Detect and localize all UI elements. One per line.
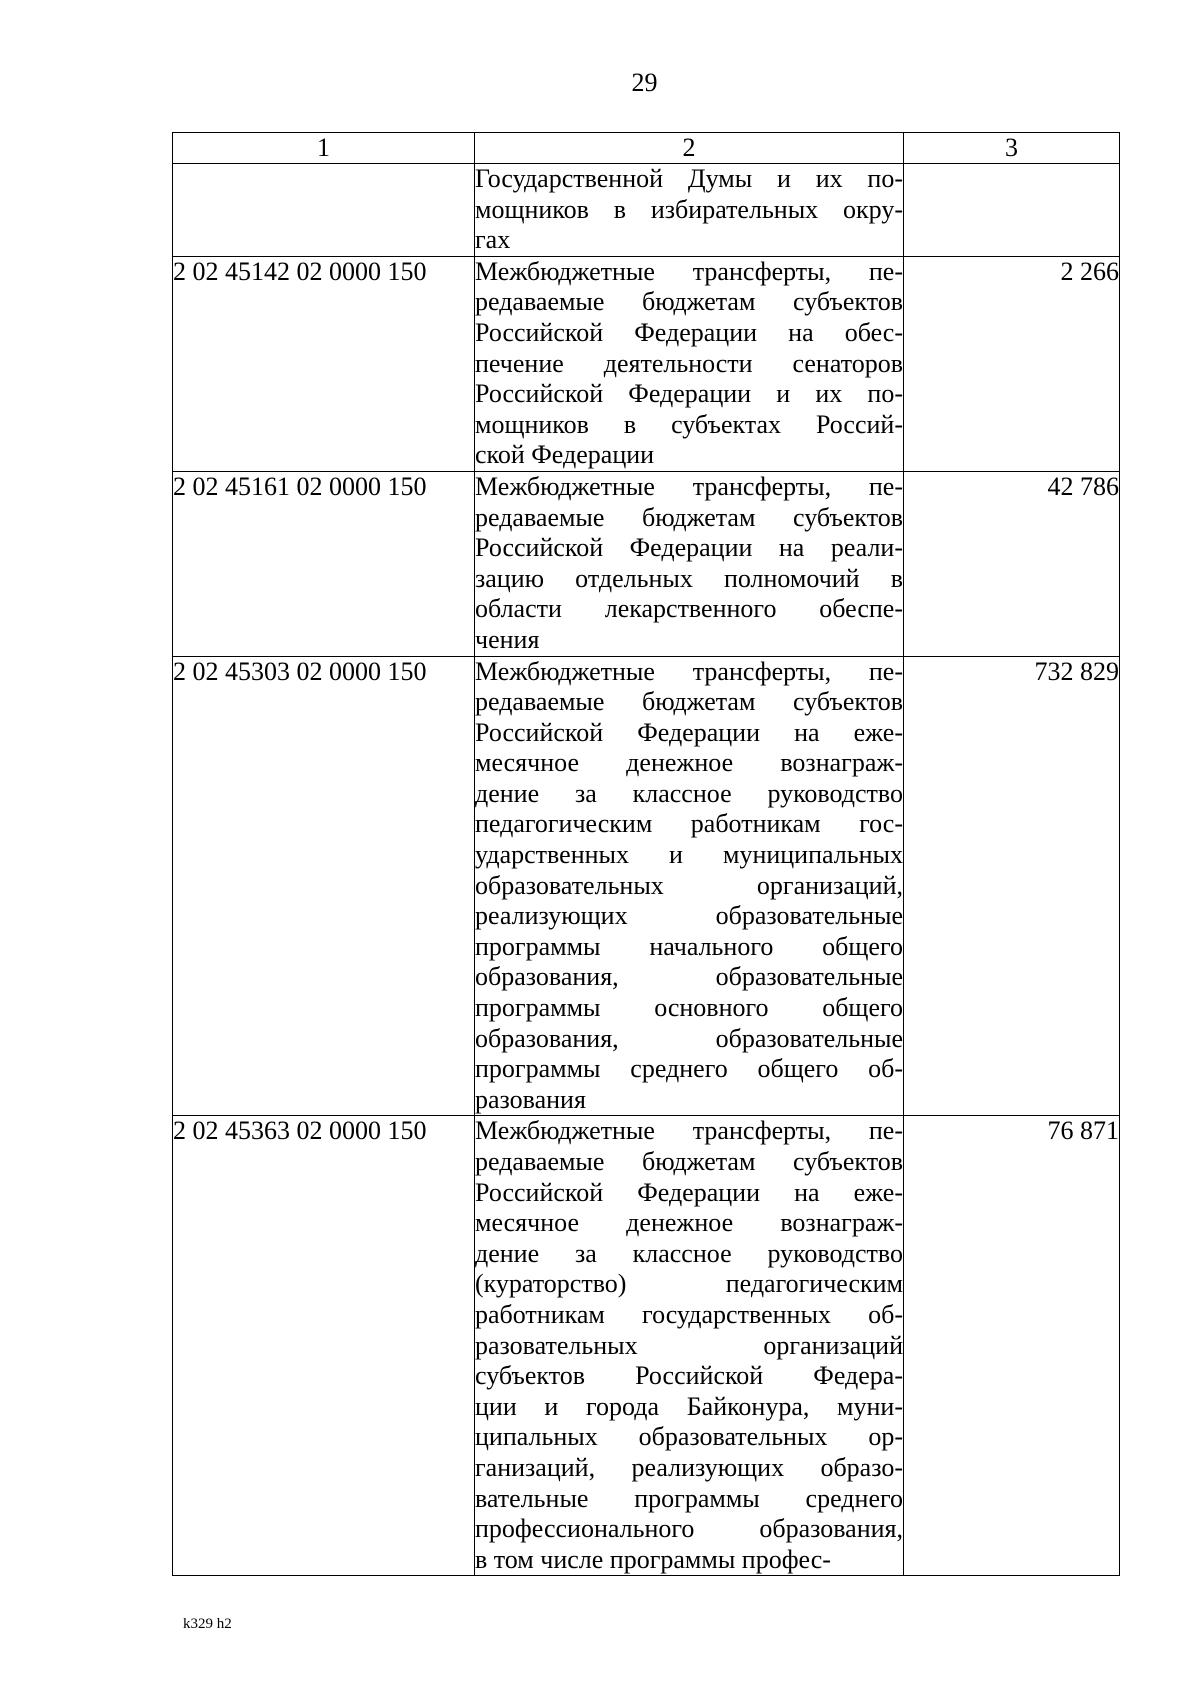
description-line: редаваемые бюджетам субъектов (475, 687, 903, 717)
table-row (173, 256, 1120, 471)
column-header-3: 3 (904, 133, 1120, 164)
description-line: Российской Федерации на еже- (475, 717, 903, 747)
description-line: (кураторство) педагогическим (475, 1269, 903, 1299)
table-row (173, 164, 1120, 257)
description-line: гах (475, 225, 511, 255)
description-cell (475, 164, 904, 257)
column-header-2: 2 (475, 133, 904, 164)
description-line: Межбюджетные трансферты, пе- (475, 656, 903, 686)
description-line: разовательных организаций (475, 1330, 903, 1360)
description-line: программы начального общего (475, 931, 903, 961)
table-row (173, 656, 1120, 1116)
description-line: месячное денежное вознаграж- (475, 1208, 903, 1238)
description-line: ции и города Байконура, муни- (475, 1391, 903, 1421)
table-row (173, 1116, 1120, 1576)
description-line: редаваемые бюджетам субъектов (475, 502, 903, 532)
column-header-1: 1 (173, 133, 475, 164)
description-cell (475, 1116, 904, 1576)
description-line: ской Федерации (475, 440, 655, 470)
description-line: зацию отдельных полномочий в (475, 563, 903, 593)
budget-code-cell (173, 164, 475, 257)
description-line: редаваемые бюджетам субъектов (475, 287, 903, 317)
description-line: программы основного общего (475, 993, 903, 1023)
description-cell (475, 471, 904, 656)
description-line: ударственных и муниципальных (475, 840, 903, 870)
description-line: профессионального образования, (475, 1514, 903, 1544)
description-line: Межбюджетные трансферты, пе- (475, 1116, 903, 1146)
budget-code-cell: 2 02 45142 02 0000 150 (173, 256, 475, 471)
amount-cell: 2 266 (904, 256, 1120, 471)
description-line: ганизаций, реализующих образо- (475, 1452, 903, 1482)
description-line: субъектов Российской Федера- (475, 1361, 903, 1391)
description-line: Российской Федерации и их по- (475, 379, 903, 409)
description-line: ципальных образовательных ор- (475, 1422, 903, 1452)
description-line: Российской Федерации на еже- (475, 1177, 903, 1207)
budget-table (172, 132, 1120, 1576)
description-line: Российской Федерации на обес- (475, 317, 903, 347)
description-line: редаваемые бюджетам субъектов (475, 1147, 903, 1176)
description-line: месячное денежное вознаграж- (475, 748, 903, 778)
description-line: Государственной Думы и их по- (475, 164, 903, 193)
description-line: области лекарственного обеспе- (475, 594, 903, 624)
description-line: дение за классное руководство (475, 778, 903, 808)
amount-cell (904, 164, 1120, 257)
description-line: педагогическим работникам гос- (475, 809, 903, 839)
description-line: мощников в избирательных окру- (475, 194, 903, 224)
budget-code-cell: 2 02 45161 02 0000 150 (173, 471, 475, 656)
description-line: вательные программы среднего (475, 1483, 903, 1513)
description-line: мощников в субъектах Россий- (475, 409, 903, 439)
description-line: образования, образовательные (475, 1023, 903, 1053)
page-number: 29 (631, 68, 658, 97)
description-line: дение за классное руководство (475, 1238, 903, 1268)
description-line: печение деятельности сенаторов (475, 348, 903, 378)
description-line: программы среднего общего об- (475, 1054, 903, 1084)
description-line: образовательных организаций, (475, 870, 903, 900)
document-footer-code: k329 h2 (183, 1616, 232, 1632)
budget-code-cell: 2 02 45303 02 0000 150 (173, 656, 475, 1116)
table-row (173, 471, 1120, 656)
table-body (173, 164, 1120, 1576)
description-line: работникам государственных об- (475, 1299, 903, 1329)
description-line: Российской Федерации на реали- (475, 533, 903, 563)
table-header-row (173, 133, 1120, 164)
description-line: Межбюджетные трансферты, пе- (475, 471, 903, 501)
description-cell (475, 656, 904, 1116)
description-cell (475, 256, 904, 471)
description-line: разования (475, 1084, 586, 1114)
description-line: Межбюджетные трансферты, пе- (475, 256, 903, 286)
budget-code-cell: 2 02 45363 02 0000 150 (173, 1116, 475, 1576)
amount-cell: 732 829 (904, 656, 1120, 1116)
amount-cell: 76 871 (904, 1116, 1120, 1576)
description-line: в том числе программы профес- (475, 1544, 831, 1574)
description-line: чения (475, 624, 540, 654)
description-line: образования, образовательные (475, 962, 903, 992)
amount-cell: 42 786 (904, 471, 1120, 656)
description-line: реализующих образовательные (475, 901, 903, 931)
